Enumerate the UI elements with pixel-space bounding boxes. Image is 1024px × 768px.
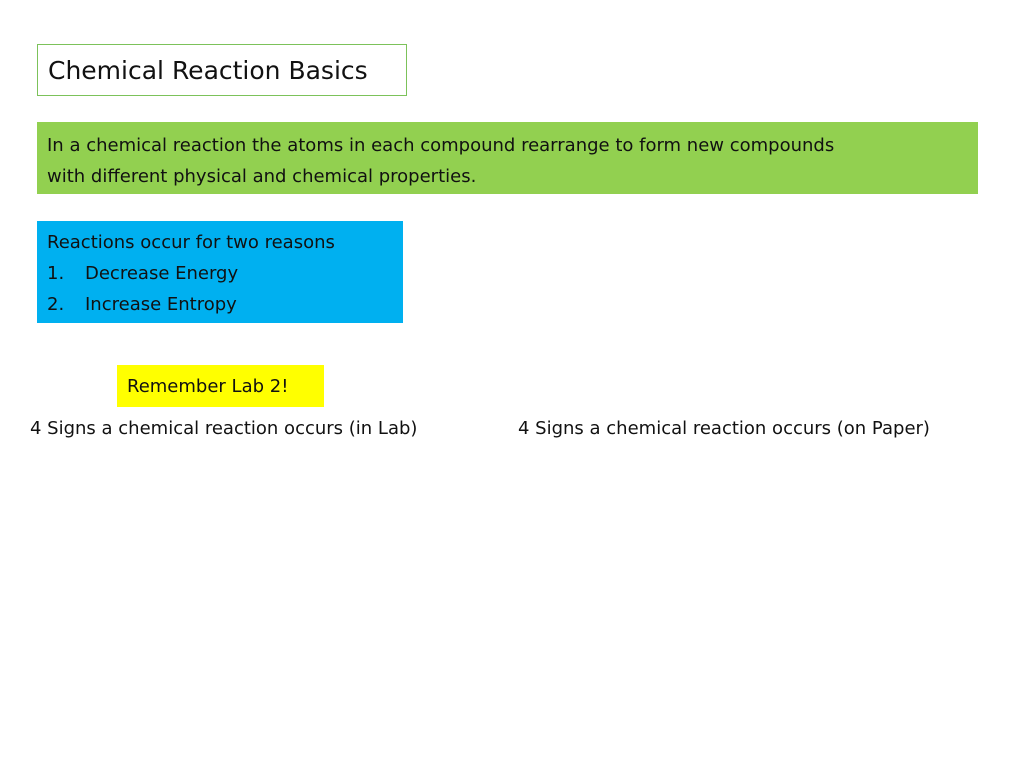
reason-item xyxy=(47,258,393,289)
definition-line-1: In a chemical reaction the atoms in each compound rearrange to form new compounds xyxy=(47,135,835,156)
reason-text: Decrease Energy xyxy=(85,263,239,284)
slide-title-text: Chemical Reaction Basics xyxy=(48,55,368,85)
definition-line-2: with different physical and chemical properties. xyxy=(47,166,477,187)
signs-in-lab-heading: 4 Signs a chemical reaction occurs (in Lab) xyxy=(30,418,418,439)
slide-title xyxy=(37,44,407,96)
signs-on-paper-heading: 4 Signs a chemical reaction occurs (on Paper) xyxy=(518,418,930,439)
reason-text: Increase Entropy xyxy=(85,294,237,315)
reminder-callout xyxy=(117,365,324,407)
reason-number: 2. xyxy=(47,294,65,315)
reasons-list xyxy=(47,258,393,320)
reasons-heading: Reactions occur for two reasons xyxy=(47,232,335,253)
reminder-text: Remember Lab 2! xyxy=(127,375,289,397)
reason-number: 1. xyxy=(47,263,65,284)
reason-item xyxy=(47,289,393,320)
definition-box xyxy=(37,122,978,194)
reasons-box xyxy=(37,221,403,323)
